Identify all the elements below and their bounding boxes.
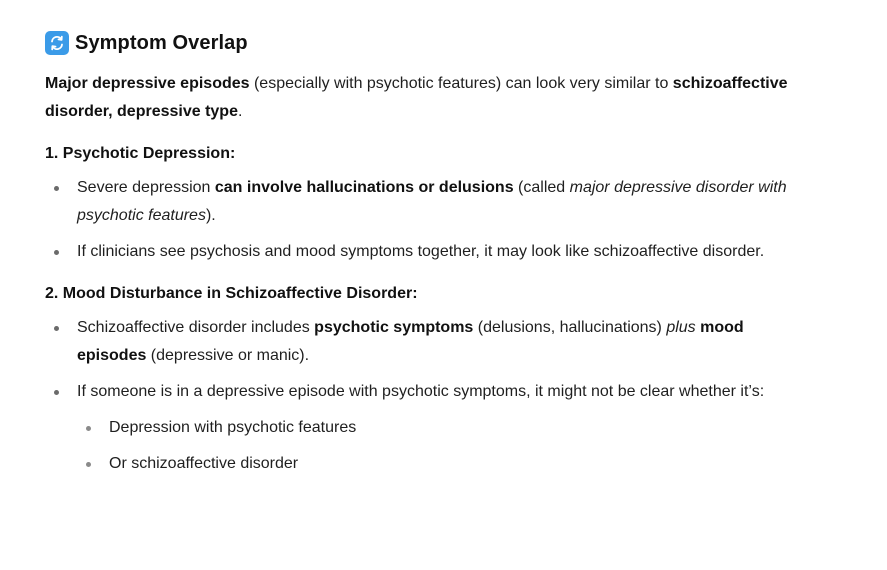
list-item <box>45 378 817 478</box>
intro-text-2: . <box>237 103 243 120</box>
arrows-cycle-icon <box>45 31 69 55</box>
intro-bold-1: Major depressive episodes <box>45 75 250 92</box>
list-item-italic: major depressive disorder with psychotic features <box>77 179 787 224</box>
nested-list-item: Depression with psychotic features <box>77 414 817 442</box>
bullet-list-psychotic-depression <box>45 174 847 266</box>
list-item-bold: can involve hallucinations or delusions <box>214 179 514 196</box>
heading-title: Symptom Overlap <box>75 31 248 54</box>
intro-paragraph <box>45 70 825 126</box>
list-item-text: If clinicians see psychosis and mood symptoms together, it may look like schizoaffective disorder. <box>77 243 765 260</box>
nested-list-item: Or schizoaffective disorder <box>77 450 817 478</box>
section-title-mood-disturbance: 2. Mood Disturbance in Schizoaffective Disorder: <box>45 285 418 302</box>
list-item-text: Schizoaffective disorder includes <box>77 319 315 336</box>
list-item-text: If someone is in a depressive episode with psychotic symptoms, it might not be clear whether it’s: <box>77 383 765 400</box>
list-item-text: (called <box>513 179 570 196</box>
section-heading <box>45 28 847 58</box>
list-item <box>45 314 817 370</box>
list-item <box>45 174 817 230</box>
bullet-list-mood-disturbance <box>45 314 847 478</box>
list-item-text: ). <box>205 207 216 224</box>
intro-text-1: (especially with psychotic features) can look very similar to <box>249 75 673 92</box>
list-item-bold: mood episodes <box>77 319 744 364</box>
nested-bullet-list <box>77 414 817 478</box>
list-item <box>45 238 817 266</box>
list-item-text: (depressive or manic). <box>146 347 310 364</box>
list-item-italic: plus <box>666 319 696 336</box>
list-item-text: Severe depression <box>77 179 215 196</box>
list-item-text: (delusions, hallucinations) <box>473 319 667 336</box>
section-title-psychotic-depression: 1. Psychotic Depression: <box>45 145 236 162</box>
intro-bold-2: schizoaffective disorder, depressive type <box>45 75 788 120</box>
list-item-bold: psychotic symptoms <box>314 319 474 336</box>
